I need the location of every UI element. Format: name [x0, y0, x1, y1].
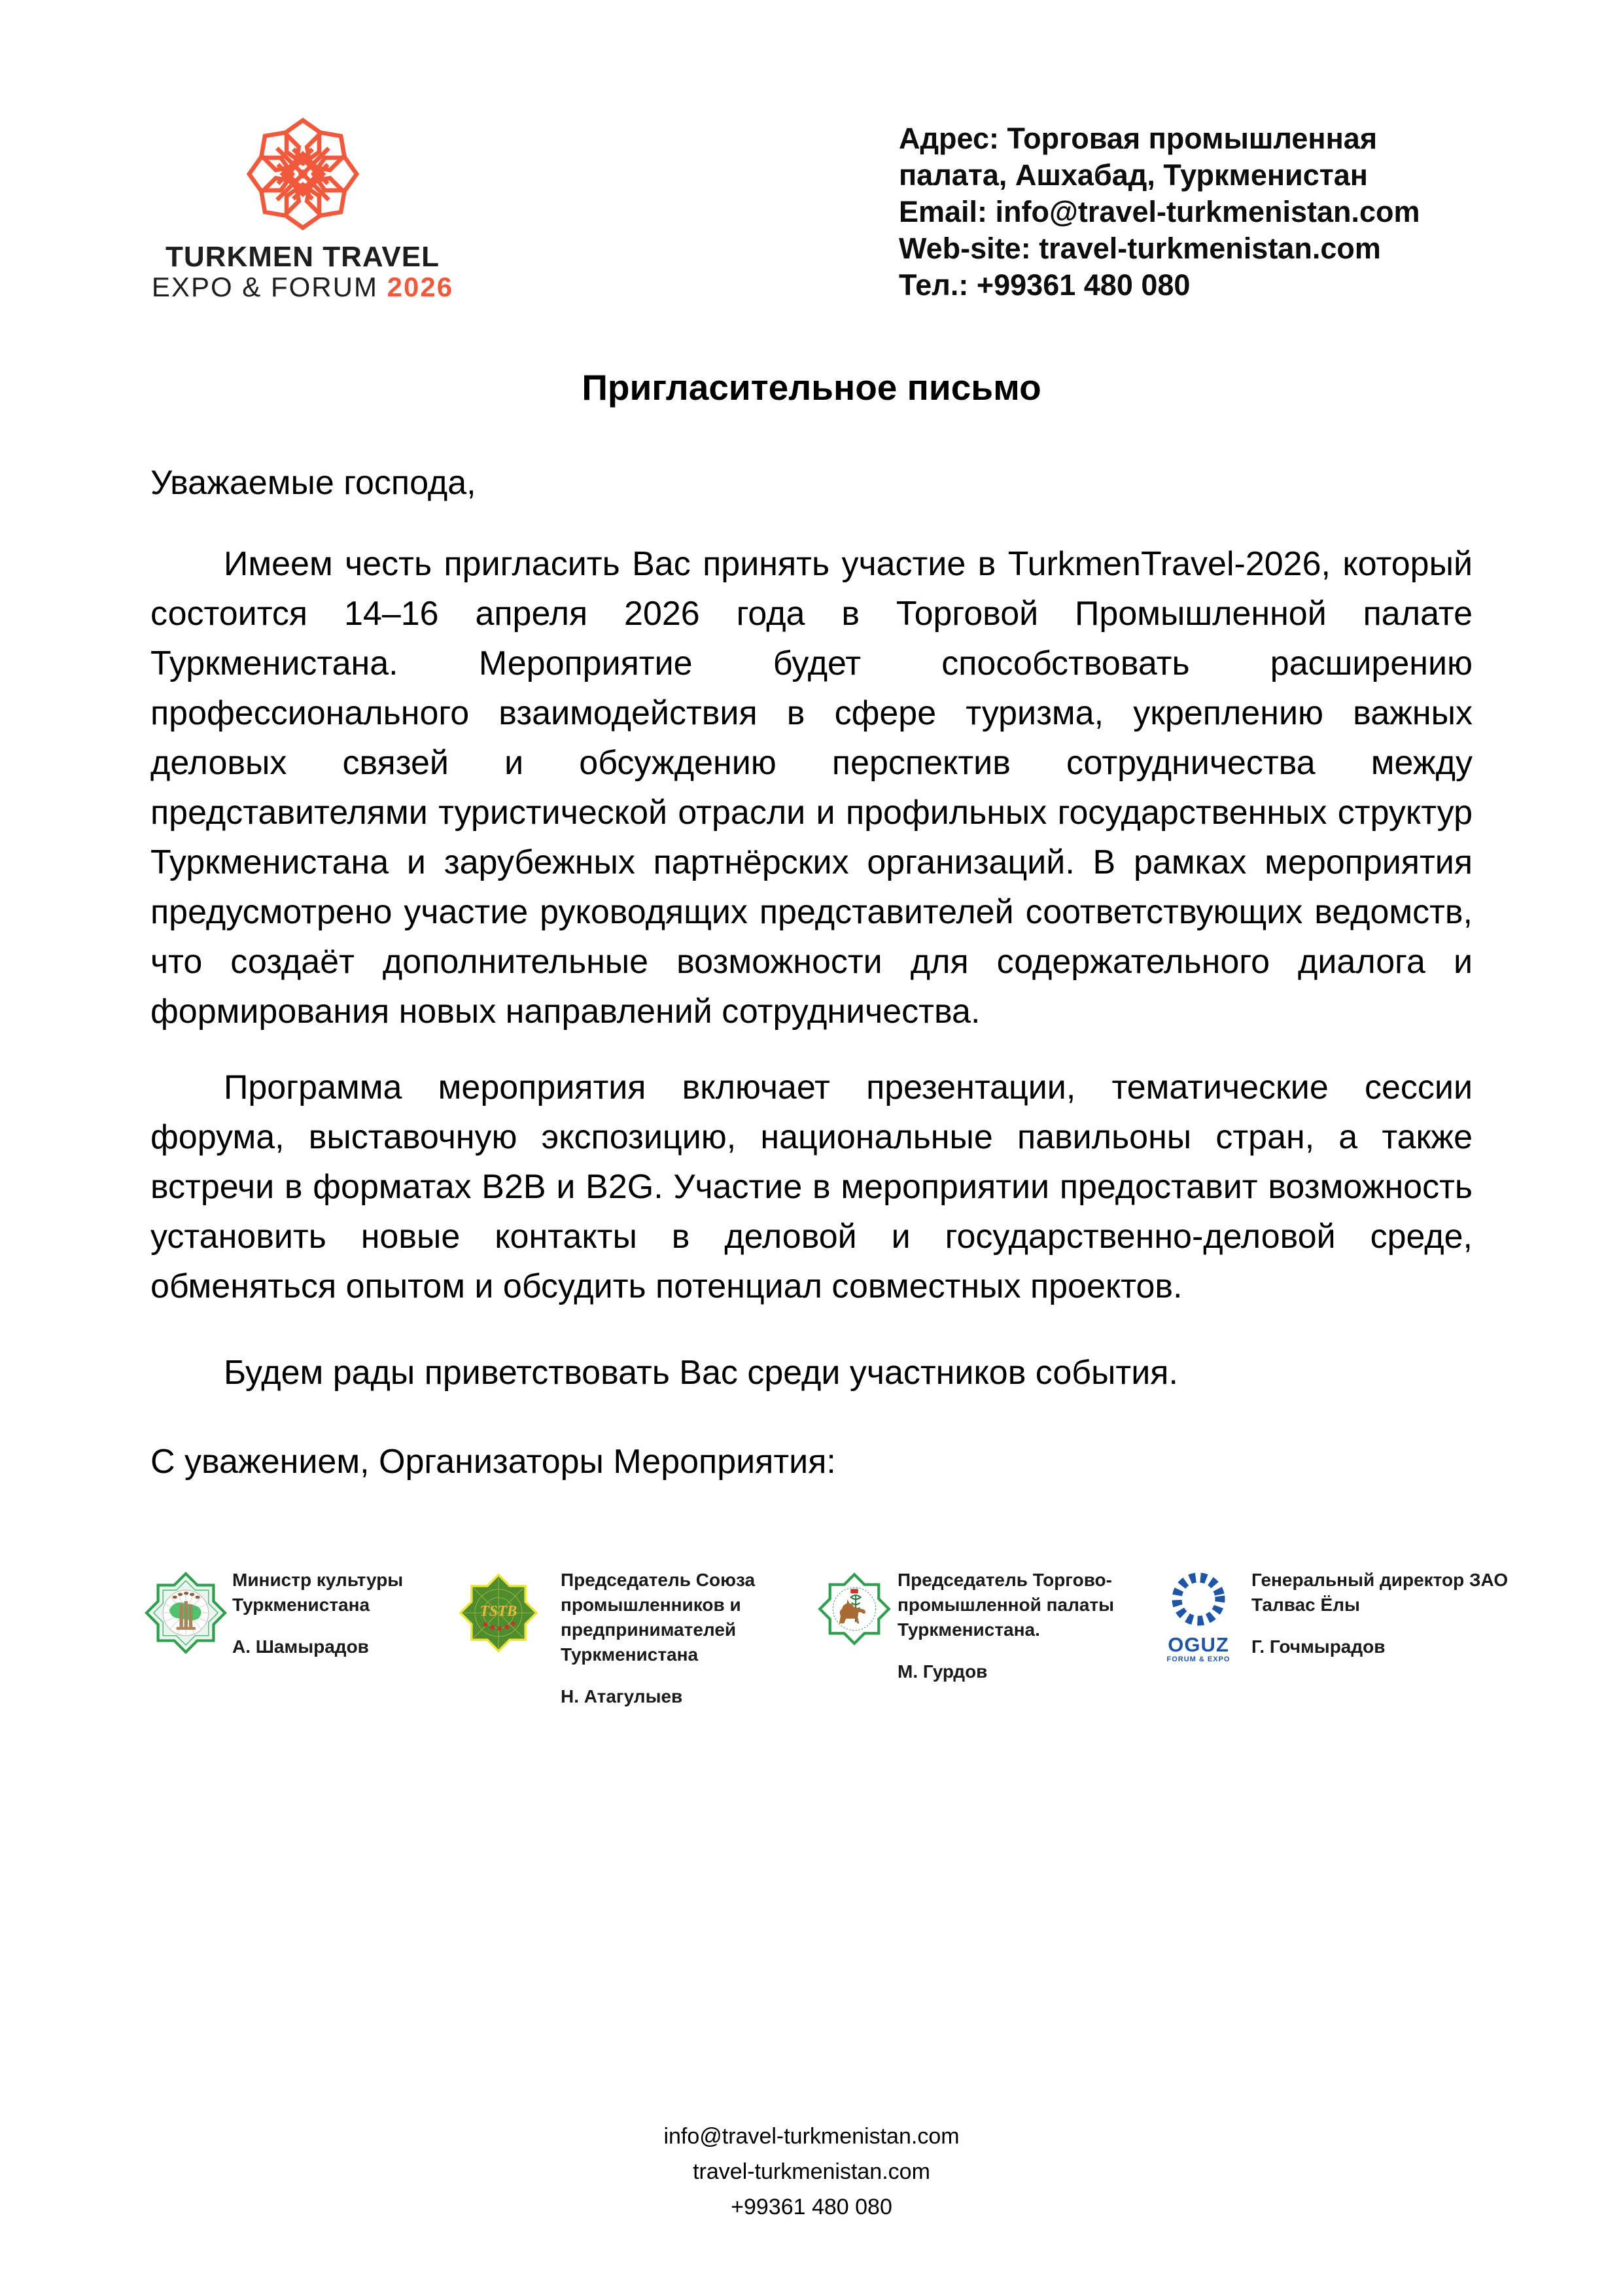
closing-line: С уважением, Организаторы Мероприятия:	[150, 1443, 836, 1481]
ministry-of-culture-emblem-icon	[143, 1566, 229, 1659]
logo-year: 2026	[387, 272, 454, 302]
signatory-ministry-of-culture	[143, 1566, 450, 1750]
contact-email: Email: info@travel-turkmenistan.com	[899, 195, 1420, 228]
svg-text:TSTB: TSTB	[480, 1602, 517, 1620]
signatory-name: Г. Гочмырадов	[1251, 1636, 1386, 1657]
signatory-chamber-of-commerce	[816, 1566, 1150, 1750]
footer-website: travel-turkmenistan.com	[693, 2159, 930, 2184]
signatory-name: М. Гурдов	[898, 1661, 988, 1682]
greeting: Уважаемые господа,	[150, 464, 476, 502]
signatory-title: Председатель Союза промышленников и предпринимателей Туркменистана	[561, 1570, 756, 1665]
footer-phone: +99361 480 080	[731, 2195, 892, 2219]
signatory-name: Н. Атагулыев	[561, 1686, 683, 1706]
letter-body	[150, 458, 1473, 1487]
logo-subtitle: EXPO & FORUM 2026	[151, 272, 454, 302]
contact-block	[899, 120, 1481, 304]
letter-title: Пригласительное письмо	[582, 367, 1041, 408]
event-logo	[147, 116, 458, 302]
signatory-title: Генеральный директор ЗАО Талвас Ёлы	[1251, 1570, 1509, 1615]
logo-title: TURKMEN TRAVEL	[166, 241, 440, 273]
contact-address-line2: палата, Ашхабад, Туркменистан	[899, 158, 1368, 192]
paragraph-2: Программа мероприятия включает презентации, тематические сессии форума, выставочную экспозицию, национальные павильоны стран, а также встречи в форматах B2B и B2G. Участие в мероприятии предоставит возможность установить новые контакты в деловой и государственно-деловой среде, обменяться опытом и обсудить потенциал совместных проектов.	[150, 1069, 1473, 1305]
chamber-of-commerce-emblem-icon	[816, 1566, 892, 1651]
oguz-logo	[1166, 1566, 1231, 1664]
footer-email: info@travel-turkmenistan.com	[663, 2124, 960, 2149]
signatory-industrialists-union	[457, 1566, 784, 1750]
contact-phone: Тел.: +99361 480 080	[899, 268, 1191, 302]
signatory-oguz	[1166, 1566, 1532, 1750]
contact-address-line1: Адрес: Торговая промышленная	[899, 122, 1378, 155]
industrialists-union-emblem-icon	[457, 1566, 540, 1659]
signatory-name: А. Шамырадов	[232, 1636, 369, 1657]
paragraph-3: Будем рады приветствовать Вас среди участников события.	[224, 1354, 1178, 1392]
signatory-title: Министр культуры Туркменистана	[232, 1570, 404, 1615]
signatory-title: Председатель Торгово-промышленной палаты Туркменистана.	[898, 1570, 1115, 1640]
oguz-tagline: FORUM & EXPO	[1166, 1655, 1230, 1663]
oguz-wordmark: OGUZ	[1168, 1633, 1229, 1656]
oguz-starburst-icon	[1166, 1566, 1231, 1632]
turkmen-travel-ornament-icon	[245, 116, 360, 232]
page-footer	[0, 2119, 1623, 2225]
contact-website: Web-site: travel-turkmenistan.com	[899, 232, 1381, 265]
paragraph-1: Имеем честь пригласить Вас принять участие в TurkmenTravel-2026, который состоится 14–16 апреля 2026 года в Торговой Промышленной палате Туркменистана. Мероприятие будет способствовать расширению профессионального взаимодействия в сфере туризма, укреплению важных деловых связей и обсуждению перспектив сотрудничества между представителями туристической отрасли и профильных государственных структур Туркменистана и зарубежных партнёрских организаций. В рамках мероприятия предусмотрено участие руководящих представителей соответствующих ведомств, что создаёт дополнительные возможности для содержательного диалога и формирования новых направлений сотрудничества.	[150, 545, 1473, 1031]
